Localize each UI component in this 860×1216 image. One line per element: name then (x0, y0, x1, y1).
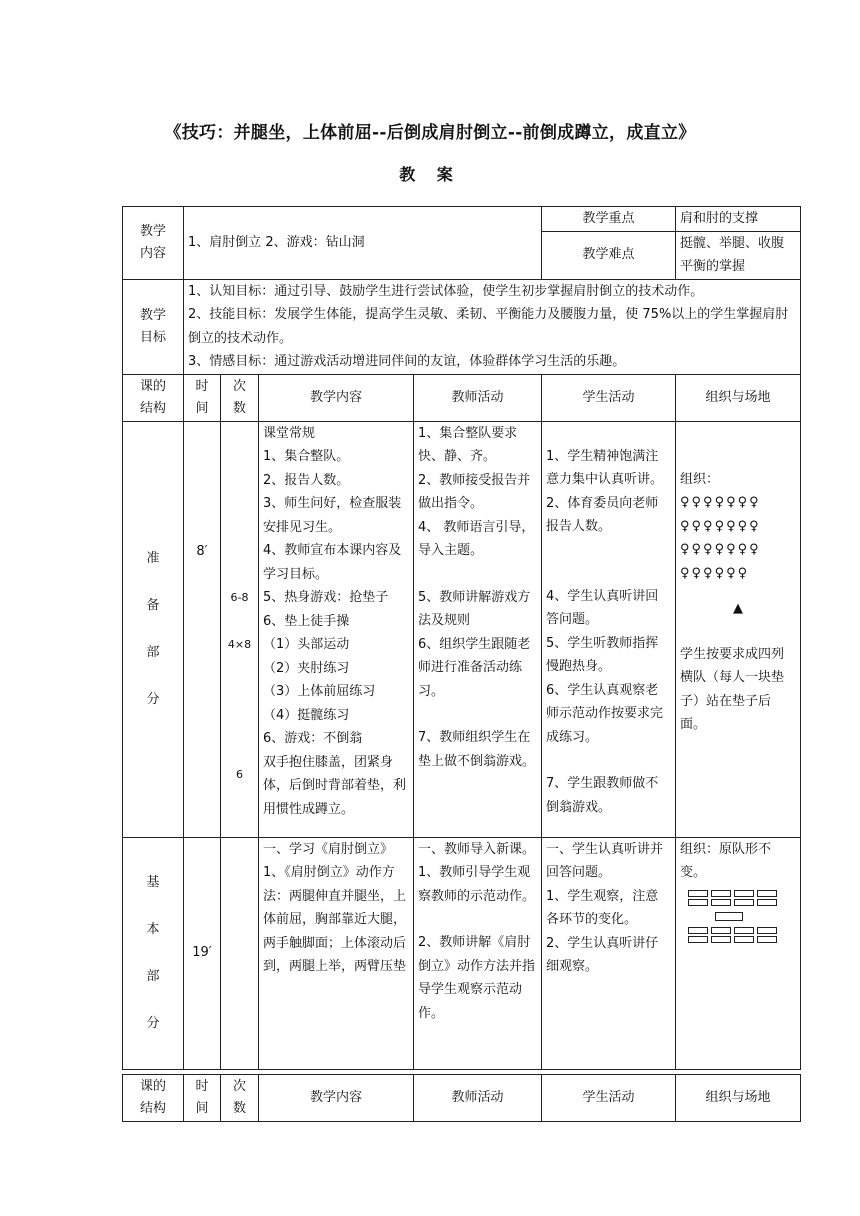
teacher-marker-icon: ▲ (733, 601, 743, 616)
col-structure: 课的 结构 (123, 1075, 184, 1122)
mat-formation-diagram (688, 889, 796, 944)
content-value: 1、肩肘倒立 2、游戏：钻山洞 (184, 207, 542, 280)
basic-counts (221, 837, 259, 1069)
basic-organization: 组织：原队形不变。 (676, 837, 801, 1069)
col-organization: 组织与场地 (676, 1075, 801, 1122)
formation-row: ♀♀♀♀♀♀ (680, 565, 750, 581)
basic-section-label: 基 本 部 分 (123, 837, 184, 1069)
prep-student: 1、学生精神饱满注意力集中认真听讲。 2、体育委员向老师报告人数。 4、学生认真听讲回答问题。 5、学生听教师指挥慢跑热身。 6、学生认真观察老师示范动作按要求完成练习。 7、学生跟教师做不倒翁游戏。 (542, 421, 676, 837)
content-label-cell: 教学 内容 (123, 207, 184, 280)
col-count: 次 数 (221, 374, 259, 421)
basic-time: 19′ (184, 837, 221, 1069)
lesson-plan-table (122, 206, 801, 1070)
objectives-label-cell: 教学 目标 (123, 279, 184, 374)
col-organization: 组织与场地 (676, 374, 801, 421)
prep-teacher: 1、集合整队要求快、静、齐。 2、教师接受报告并做出指令。 4、 教师语言引导，导入主题。 5、教师讲解游戏方法及规则 6、组织学生跟随老师进行准备活动练习。 7、教师组织学生在垫上做不倒翁游戏。 (414, 421, 542, 837)
col-count: 次 数 (221, 1075, 259, 1122)
prep-counts: 6-8 4×8 6 (221, 421, 259, 837)
formation-row: ♀♀♀♀♀♀♀ (680, 518, 761, 534)
formation-row: ♀♀♀♀♀♀♀ (680, 542, 761, 557)
col-time: 时 间 (184, 1075, 221, 1122)
key-point-value: 肩和肘的支撑 (676, 207, 801, 232)
col-structure: 课的 结构 (123, 374, 184, 421)
prep-time: 8′ (184, 421, 221, 837)
col-time: 时 间 (184, 374, 221, 421)
objective-item: 2、技能目标：发展学生体能，提高学生灵敏、柔韧、平衡能力及腰腹力量，使 75%以上的学生掌握肩肘倒立的技术动作。 (188, 307, 789, 346)
difficulty-value: 挺髋、举腿、收腹平衡的掌握 (676, 231, 801, 279)
difficulty-label: 教学难点 (542, 231, 676, 279)
prep-section-label: 准 备 部 分 (123, 421, 184, 837)
page-title: 《技巧：并腿坐，上体前屈--后倒成肩肘倒立--前倒成蹲立，成直立》 (164, 123, 696, 143)
org-note: 学生按要求成四列横队（每人一块垫子）站在垫子后面。 (680, 646, 785, 732)
formation-row: ♀♀♀♀♀♀♀ (680, 495, 761, 510)
basic-content: 一、学习《肩肘倒立》 1、《肩肘倒立》动作方法：两腿伸直并腿坐，上体前屈，胸部靠近大腿，两手触脚面；上体滚动后到，两腿上举，两臂压垫 (259, 837, 414, 1069)
col-content: 教学内容 (259, 1075, 414, 1122)
objectives-cell (184, 279, 801, 374)
key-point-label: 教学重点 (542, 207, 676, 232)
continued-table (122, 1074, 801, 1122)
prep-content: 课堂常规 1、集合整队。 2、报告人数。 3、师生问好，检查服装安排见习生。 4、教师宣布本课内容及学习目标。 5、热身游戏：抢垫子 6、垫上徒手操 （1）头部运动 （2）夹肘练习 （3）上体前屈练习 （4）挺髋练习 6、游戏：不倒翁 双手抱住膝盖，团紧身体，后倒时背部着垫，利用惯性成蹲立。 (259, 421, 414, 837)
basic-teacher: 一、教师导入新课。 1、教师引导学生观察教师的示范动作。 2、教师讲解《肩肘倒立》动作方法并指导学生观察示范动作。 (414, 837, 542, 1069)
prep-organization: 组织： ♀♀♀♀♀♀♀ ♀♀♀♀♀♀♀ ♀♀♀♀♀♀♀ ♀♀♀♀♀♀ ▲ 学生按要求成四列横队（每人一块垫子）站在垫子后面。 (676, 421, 801, 837)
col-content: 教学内容 (259, 374, 414, 421)
col-teacher: 教师活动 (414, 374, 542, 421)
basic-student: 一、学生认真听讲并回答问题。 1、学生观察，注意各环节的变化。 2、学生认真听讲仔细观察。 (542, 837, 676, 1069)
objective-item: 1、认知目标：通过引导、鼓励学生进行尝试体验，使学生初步掌握肩肘倒立的技术动作。 (188, 283, 704, 299)
col-teacher: 教师活动 (414, 1075, 542, 1122)
col-student: 学生活动 (542, 1075, 676, 1122)
col-student: 学生活动 (542, 374, 676, 421)
objective-item: 3、情感目标：通过游戏活动增进同伴间的友谊，体验群体学习生活的乐趣。 (188, 354, 626, 369)
page-subtitle: 教 案 (399, 165, 461, 184)
